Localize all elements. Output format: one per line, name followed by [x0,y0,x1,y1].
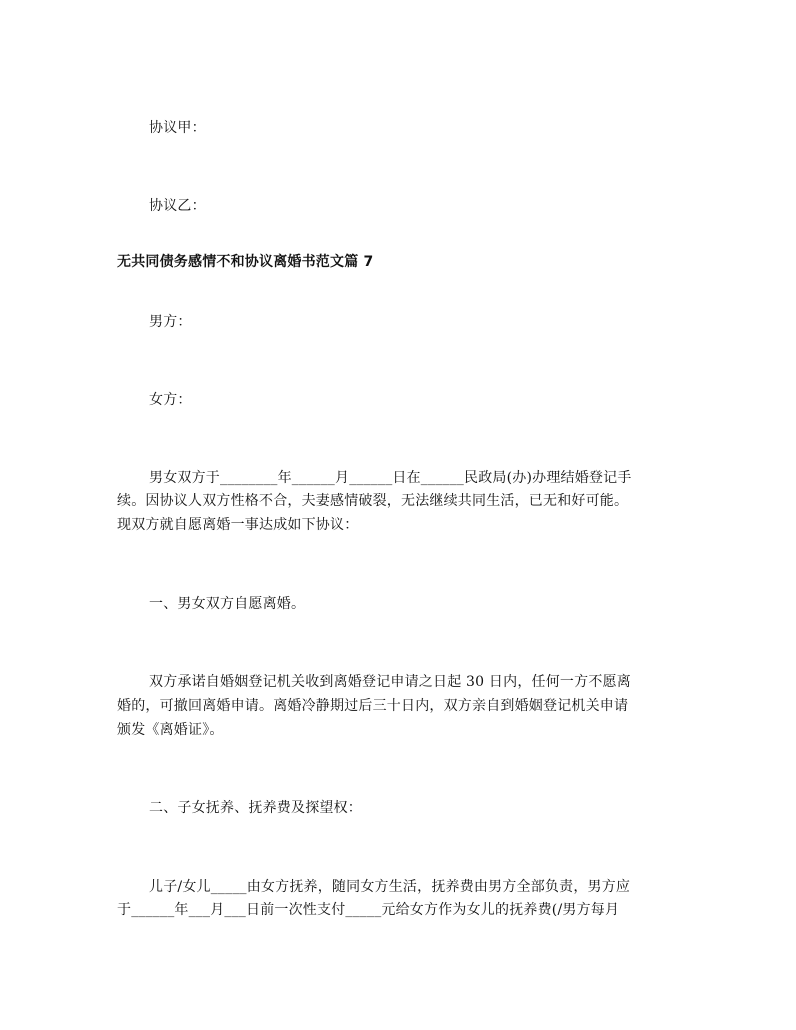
intro-line-2: 续。因协议人双方性格不合，夫妻感情破裂，无法继续共同生活，已无和好可能。 [117,493,629,509]
section-heading: 无共同债务感情不和协议离婚书范文篇 7 [117,254,374,270]
woman-label: 女方： [149,392,192,408]
man-label: 男方： [149,314,192,330]
intro-line-1: 男女双方于________年______月______日在______民政局(办)办理结婚登记手 [149,470,632,486]
section-1-title: 一、男女双方自愿离婚。 [149,596,306,612]
section-1-line-2: 婚的，可撤回离婚申请。离婚冷静期过后三十日内，双方亲自到婚姻登记机关申请 [117,698,629,714]
intro-line-3: 现双方就自愿离婚一事达成如下协议： [117,517,359,533]
section-2-title: 二、子女抚养、抚养费及探望权： [149,800,362,816]
section-1-line-1: 双方承诺自婚姻登记机关收到离婚登记申请之日起 30 日内，任何一方不愿离 [149,674,631,690]
section-2-line-2: 于______年___月___日前一次性支付_____元给女方作为女儿的抚养费(/男方每月 [117,902,620,918]
party-b-label: 协议乙： [149,198,206,214]
section-1-line-3: 颁发《离婚证》。 [117,722,224,738]
section-2-line-1: 儿子/女儿_____由女方抚养，随同女方生活，抚养费由男方全部负责，男方应 [149,879,631,895]
party-a-label: 协议甲： [149,120,206,136]
